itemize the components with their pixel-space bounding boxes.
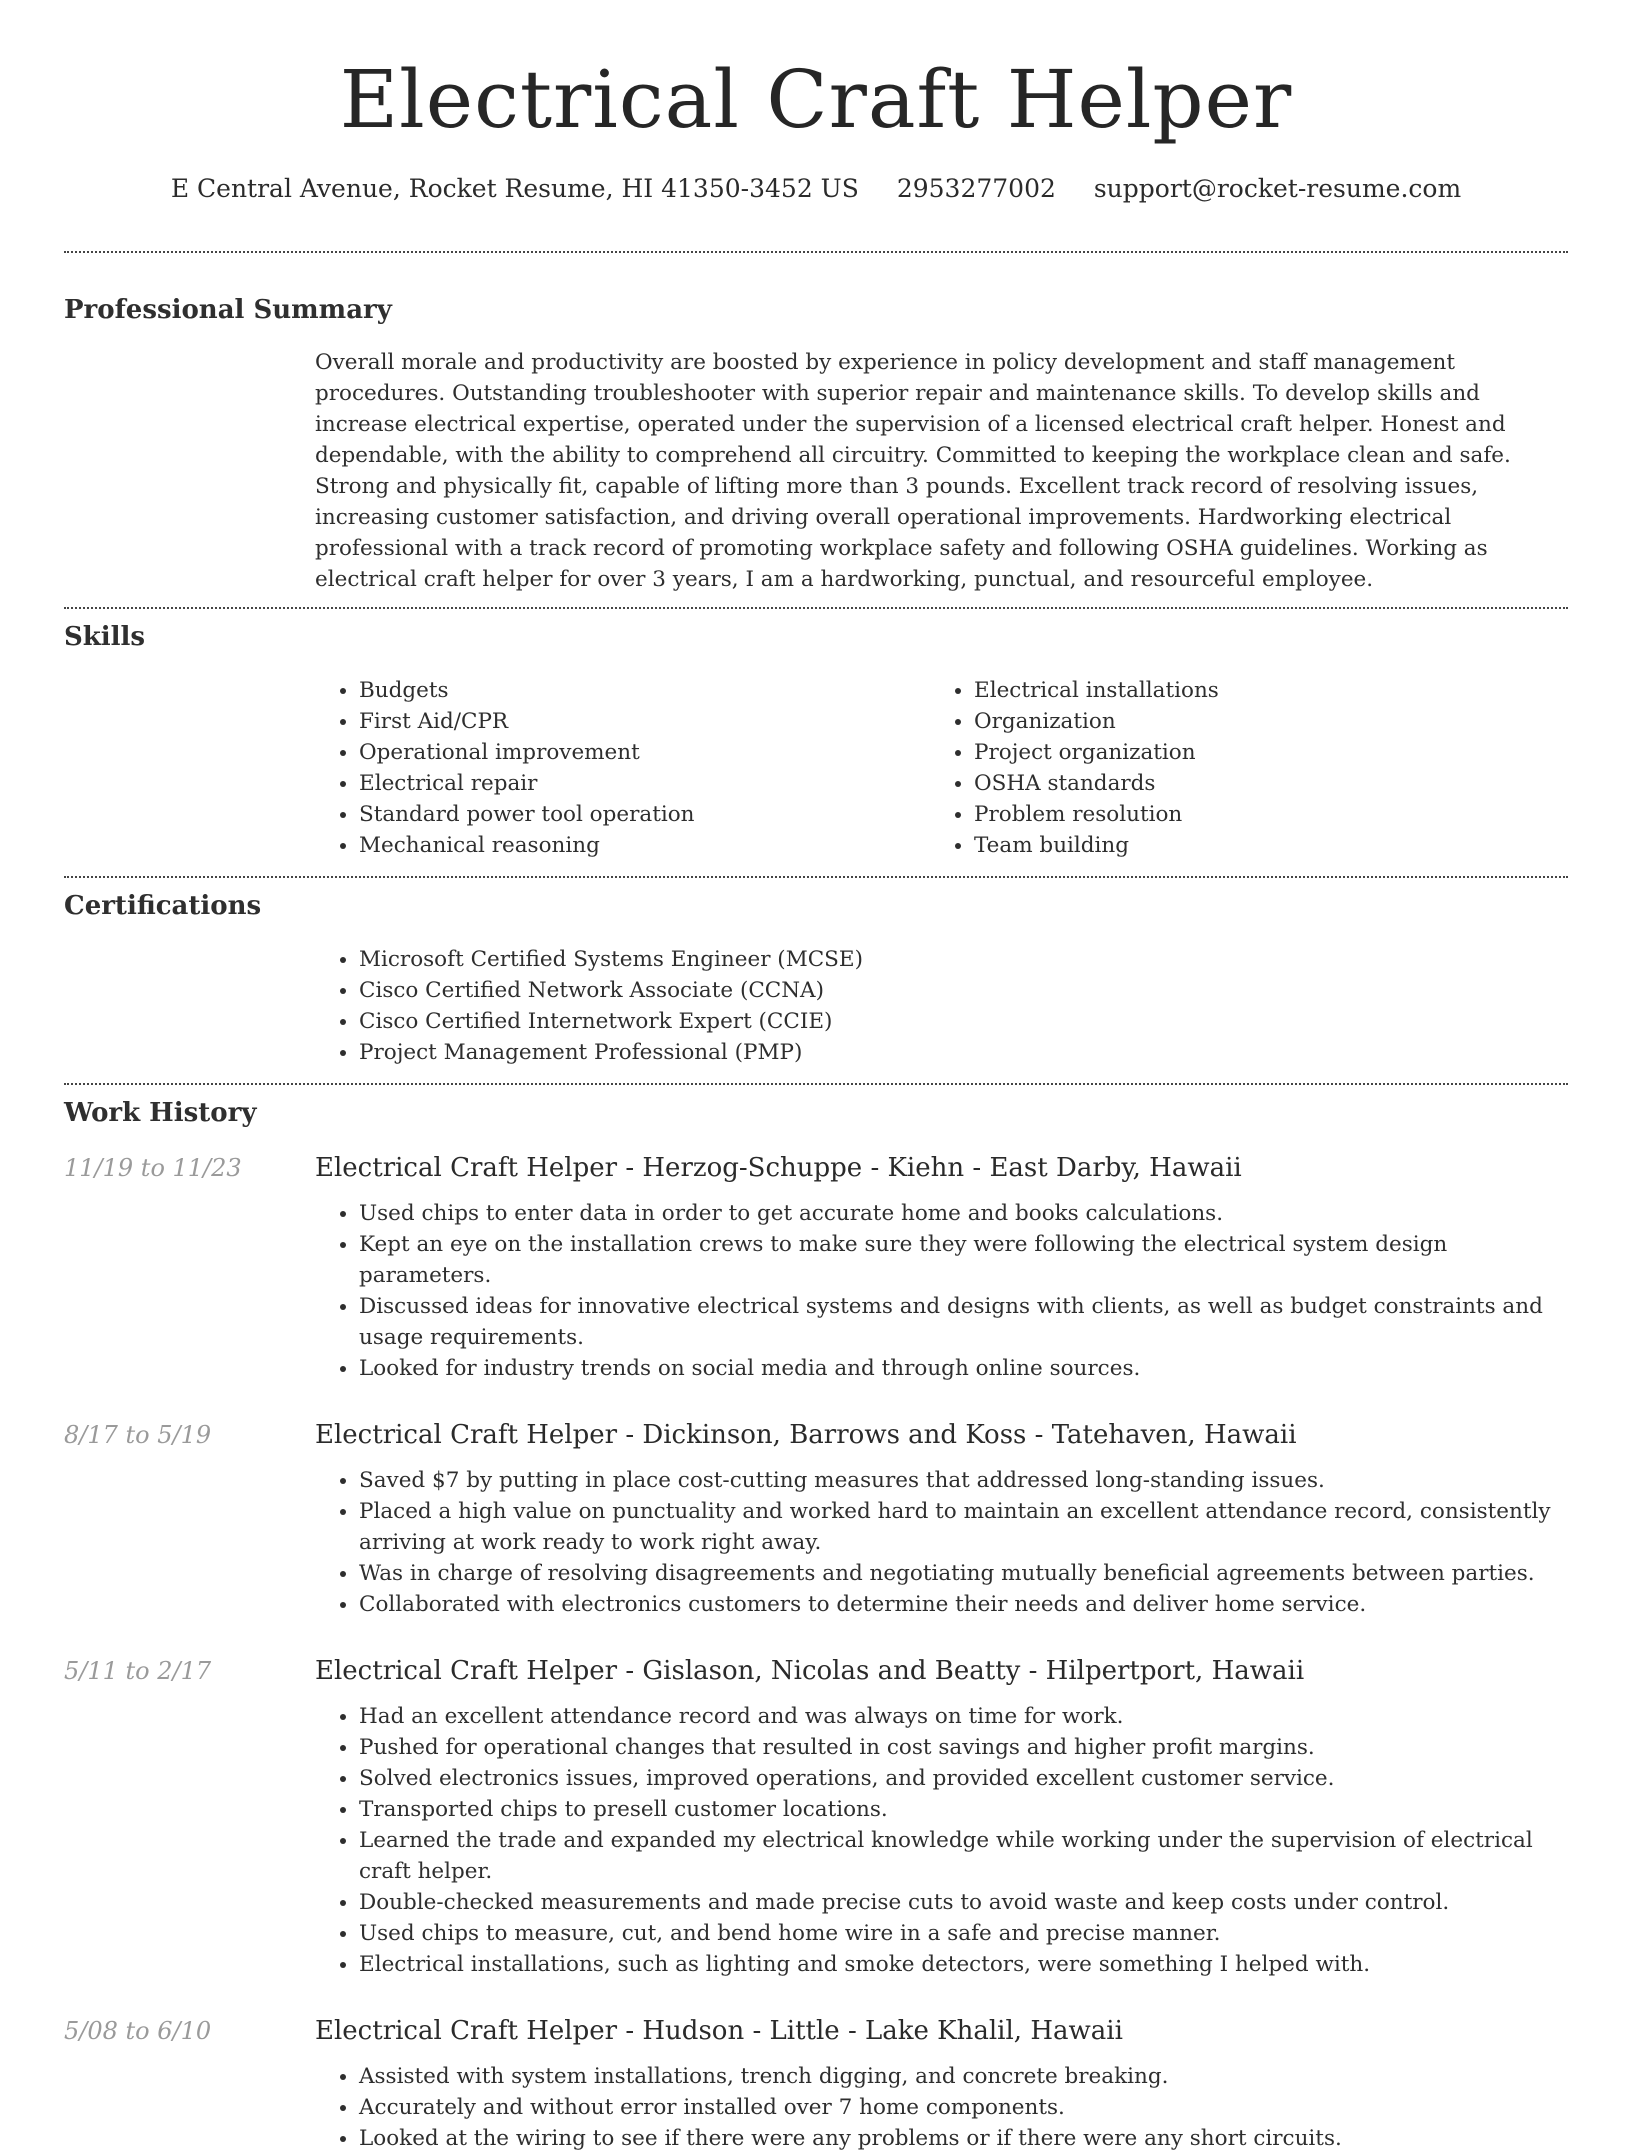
job-title: Electrical Craft Helper - Hudson - Little - Lake Khalil, Hawaii [315, 2016, 1123, 2046]
skill-item: • Organization [974, 706, 1545, 737]
resume-name: Electrical Craft Helper [339, 53, 1293, 146]
skill-item: • OSHA standards [974, 768, 1545, 799]
job-bullet: • Had an excellent attendance record and was always on time for work. [359, 1701, 1568, 1732]
job-bullet: • Pushed for operational changes that resulted in cost savings and higher profit margins. [359, 1732, 1568, 1763]
job-title: Electrical Craft Helper - Herzog-Schuppe - Kiehn - East Darby, Hawaii [315, 1153, 1242, 1183]
job-bullet: • Electrical installations, such as lighting and smoke detectors, were something I helped with. [359, 1949, 1568, 1980]
skills-section [64, 620, 1568, 861]
job-bullets [315, 1701, 1568, 1980]
skill-item: • Budgets [359, 675, 930, 706]
contact-email: support@rocket-resume.com [1093, 174, 1462, 203]
certification-item: • Project Management Professional (PMP) [359, 1037, 1568, 1068]
skill-item: • Operational improvement [359, 737, 930, 768]
skill-item: • Electrical repair [359, 768, 930, 799]
certifications-block [315, 944, 1568, 1068]
certifications-section [64, 889, 1568, 1068]
job-dates: 5/08 to 6/10 [64, 2017, 212, 2045]
skill-item: • Standard power tool operation [359, 799, 930, 830]
job-dates: 5/11 to 2/17 [64, 1657, 212, 1685]
job-bullet: • Assisted with system installations, trench digging, and concrete breaking. [359, 2061, 1568, 2092]
job-bullet: • Accurately and without error installed over 7 home components. [359, 2092, 1568, 2123]
job-bullet: • Learned the trade and expanded my electrical knowledge while working under the supervision of electrical craft helper. [359, 1825, 1568, 1887]
contact-line [64, 172, 1568, 206]
job-bullet: • Saved $7 by putting in place cost-cutting measures that addressed long-standing issues. [359, 1465, 1568, 1496]
job-bullet: • Kept an eye on the installation crews to make sure they were following the electrical system design parameters. [359, 1229, 1568, 1291]
job-bullet: • Was in charge of resolving disagreements and negotiating mutually beneficial agreements between parties. [359, 1558, 1568, 1589]
certification-item: • Cisco Certified Internetwork Expert (CCIE) [359, 1006, 1568, 1037]
job-header [64, 1654, 1568, 1688]
section-title-skills: Skills [64, 622, 146, 652]
resume-page [64, 0, 1568, 2154]
job-entry [64, 1151, 1568, 1384]
section-title-work-history: Work History [64, 1098, 257, 1128]
divider [64, 876, 1568, 878]
job-dates: 8/17 to 5/19 [64, 1421, 212, 1449]
job-header [64, 1151, 1568, 1185]
section-title-summary: Professional Summary [64, 295, 392, 325]
job-bullet: • Looked for industry trends on social media and through online sources. [359, 1353, 1568, 1384]
certification-item: • Cisco Certified Network Associate (CCNA) [359, 975, 1568, 1006]
job-entry [64, 1418, 1568, 1620]
job-bullet: • Collaborated with electronics customers to determine their needs and deliver home service. [359, 1589, 1568, 1620]
job-dates: 11/19 to 11/23 [64, 1154, 242, 1182]
certifications-list [315, 944, 1568, 1068]
job-header [64, 1418, 1568, 1452]
skill-item: • Electrical installations [974, 675, 1545, 706]
summary-text: Overall morale and productivity are boosted by experience in policy development and staff management procedures. Outstanding troubleshooter with superior repair and maintenance skills. To develop skills and increase electrical expertise, operated under the supervision of a licensed electrical craft helper. Honest and dependable, with the ability to comprehend all circuitry. Committed to keeping the workplace clean and safe. Strong and physically fit, capable of lifting more than 3 pounds. Excellent track record of resolving issues, increasing customer satisfaction, and driving overall operational improvements. Hardworking electrical professional with a track record of promoting workplace safety and following OSHA guidelines. Working as electrical craft helper for over 3 years, I am a hardworking, punctual, and resourceful employee. [315, 350, 1511, 592]
job-bullet: • Transported chips to presell customer locations. [359, 1794, 1568, 1825]
job-title: Electrical Craft Helper - Gislason, Nicolas and Beatty - Hilpertport, Hawaii [315, 1656, 1305, 1686]
job-title: Electrical Craft Helper - Dickinson, Barrows and Koss - Tatehaven, Hawaii [315, 1420, 1297, 1450]
skill-item: • Team building [974, 830, 1545, 861]
job-bullet: • Solved electronics issues, improved operations, and provided excellent customer service. [359, 1763, 1568, 1794]
job-bullet: • Used chips to measure, cut, and bend home wire in a safe and precise manner. [359, 1918, 1568, 1949]
section-title-certifications: Certifications [64, 891, 262, 921]
skill-item: • Problem resolution [974, 799, 1545, 830]
job-bullets [315, 2061, 1568, 2154]
contact-address: E Central Avenue, Rocket Resume, HI 41350-3452 US [170, 174, 859, 203]
divider [64, 1083, 1568, 1085]
skill-item: • Mechanical reasoning [359, 830, 930, 861]
divider [64, 251, 1568, 253]
skills-list-left [315, 675, 930, 861]
contact-phone: 2953277002 [896, 174, 1056, 203]
job-bullet: • Placed a high value on punctuality and worked hard to maintain an excellent attendance record, consistently arriving at work ready to work right away. [359, 1496, 1568, 1558]
job-bullet: • Used chips to enter data in order to get accurate home and books calculations. [359, 1198, 1568, 1229]
skill-item: • First Aid/CPR [359, 706, 930, 737]
skills-list-right [930, 675, 1545, 861]
skills-columns [315, 675, 1568, 861]
job-bullet: • Discussed ideas for innovative electrical systems and designs with clients, as well as budget constraints and usage requirements. [359, 1291, 1568, 1353]
work-history-section [64, 1096, 1568, 2154]
job-entry [64, 2014, 1568, 2154]
certification-item: • Microsoft Certified Systems Engineer (MCSE) [359, 944, 1568, 975]
job-bullet: • Looked at the wiring to see if there were any problems or if there were any short circuits. [359, 2123, 1568, 2154]
skill-item: • Project organization [974, 737, 1545, 768]
divider [64, 607, 1568, 609]
job-entry [64, 1654, 1568, 1980]
job-header [64, 2014, 1568, 2048]
job-bullet: • Double-checked measurements and made precise cuts to avoid waste and keep costs under control. [359, 1887, 1568, 1918]
job-bullets [315, 1198, 1568, 1384]
job-bullets [315, 1465, 1568, 1620]
summary-section [64, 293, 1568, 595]
